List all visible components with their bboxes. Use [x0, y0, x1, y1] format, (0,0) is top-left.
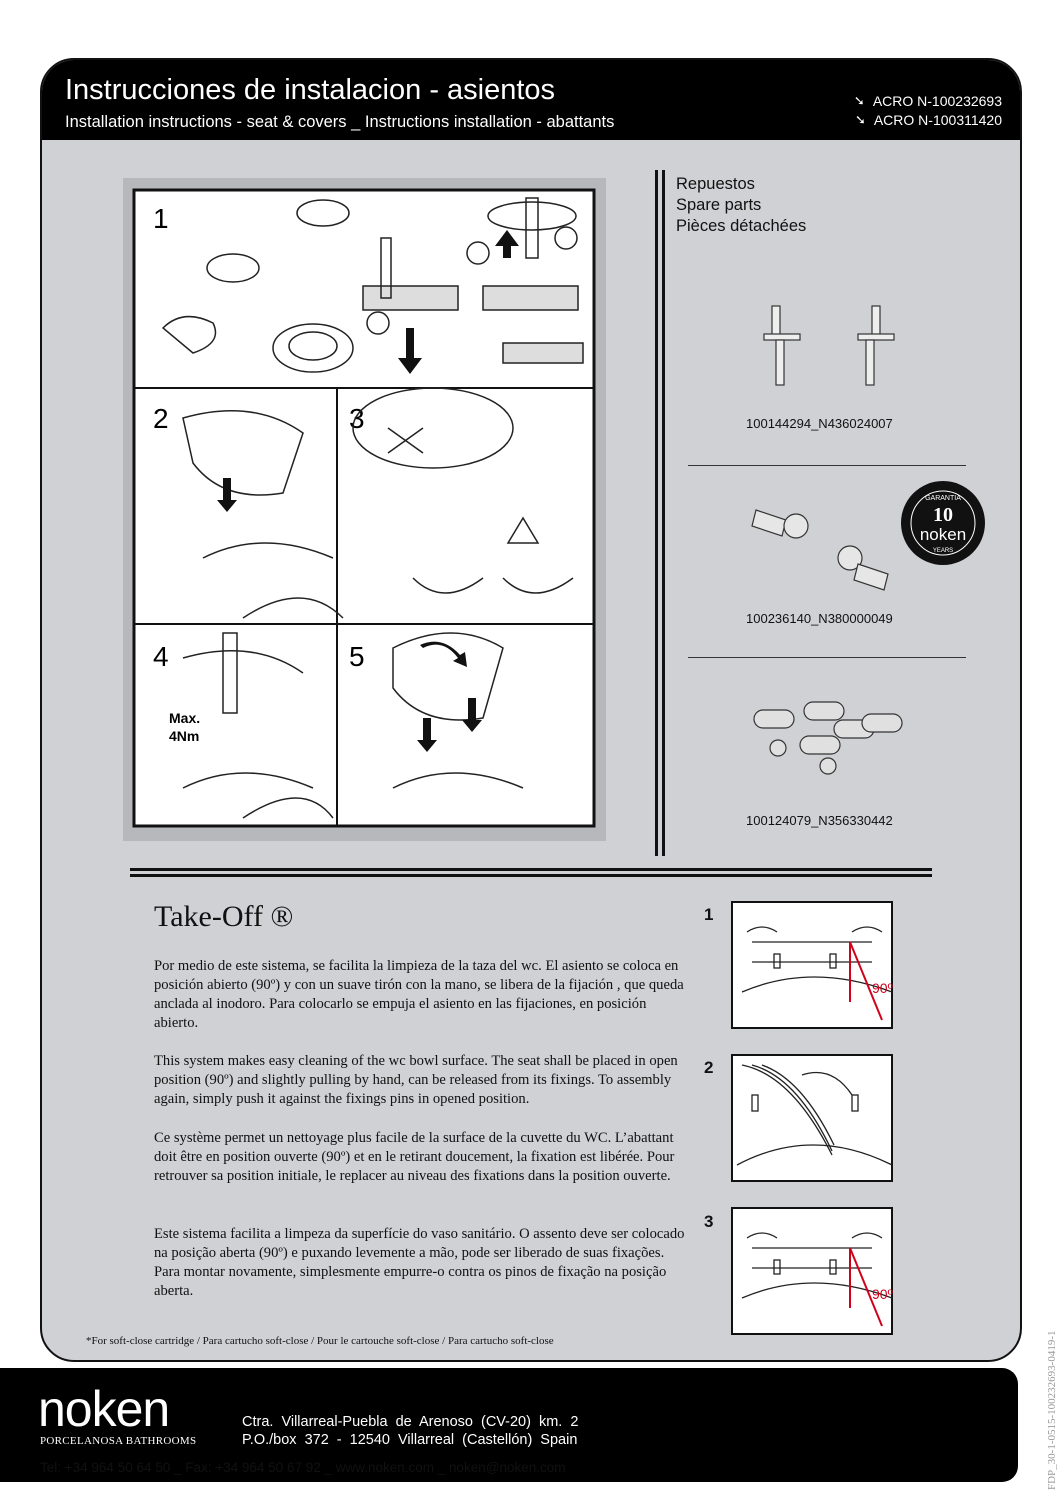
svg-text:10: 10	[933, 504, 953, 526]
part-code: 100124079_N356330442	[746, 813, 893, 828]
takeoff-step3-image	[732, 1208, 892, 1334]
footnote: *For soft-close cartridge / Para cartucho soft-close / Pour le cartouche soft-close / Para cartucho soft-close	[86, 1335, 554, 1347]
part-code: 100144294_N436024007	[746, 416, 893, 431]
address-line-1: Ctra. Villarreal-Puebla de Arenoso (CV-20) km. 2	[242, 1414, 579, 1430]
step-number: 4	[153, 641, 169, 672]
torque-value: 4Nm	[169, 728, 200, 744]
heading-es: Repuestos	[676, 175, 755, 193]
acro-code-2	[855, 112, 1002, 128]
horizontal-divider	[130, 868, 932, 877]
takeoff-text-pt: Este sistema facilita a limpeza da superfície do vaso sanitário. O assento deve ser colocado na posição aberta (90º) e puxando levemente a mão, pode ser liberado de suas fixações. Para montar novamente, simplesmente empurre-o contra os pinos de fixação na posição aberta.	[154, 1226, 685, 1299]
arrow-icon: ➘	[854, 112, 866, 127]
fixing-pins-image	[752, 500, 912, 600]
spare-parts-heading	[676, 174, 806, 237]
installation-steps-illustration	[123, 178, 606, 841]
svg-text:YEARS: YEARS	[932, 548, 954, 554]
separator-line	[688, 465, 966, 466]
svg-text:noken: noken	[919, 525, 967, 544]
acro-code-text: ACRO N-100311420	[873, 112, 1002, 128]
arrow-icon: ➘	[853, 93, 865, 108]
document-code: FDP_30-1-0515-100232693-0419-1	[1046, 1330, 1058, 1490]
takeoff-step1-image	[732, 902, 892, 1028]
hinge-parts-image	[762, 294, 902, 394]
angle-label: 90º	[872, 980, 893, 996]
address-line-2: P.O./box 372 - 12540 Villarreal (Castellón) Spain	[242, 1432, 578, 1448]
takeoff-title: Take-Off ®	[154, 900, 294, 933]
brand-tagline: PORCELANOSA BATHROOMS	[40, 1435, 197, 1447]
warranty-badge	[898, 478, 988, 568]
brand-logo: noken	[38, 1381, 170, 1437]
heading-fr: Pièces détachées	[676, 217, 807, 235]
step-number: 2	[153, 403, 169, 434]
heading-en: Spare parts	[676, 196, 762, 214]
instruction-sheet	[40, 58, 1022, 1362]
page-subtitle: Installation instructions - seat & covers _ Instructions installation - abattants	[65, 113, 615, 131]
step-number: 3	[349, 403, 365, 434]
takeoff-text-es: Por medio de este sistema, se facilita la limpieza de la taza del wc. El asiento se coloca en posición abierto (90º) y con un suave tirón con la mano, se libera de la fijación , que queda anclada al inodoro. Para colocarlo se empuja el asiento en las fijaciones, en posición abierto.	[154, 958, 684, 1031]
takeoff-text-en: This system makes easy cleaning of the wc bowl surface. The seat shall be placed in open position (90º) and slightly pulling by hand, can be released from its fixings. To assembly again, simply push it against the fixings pins in opened position.	[154, 1053, 678, 1107]
separator-line	[688, 657, 966, 658]
buffers-image	[752, 700, 912, 780]
svg-text:GARANTIA: GARANTIA	[925, 495, 961, 502]
step-number: 1	[153, 203, 169, 234]
vertical-divider	[655, 170, 665, 856]
takeoff-text-fr: Ce système permet un nettoyage plus facile de la surface de la cuvette du WC. L’abattant doit être en position ouverte (90º) et en le retirant doucement, la fixation est libérée. Pour retrouver sa position initiale, le replacer au niveau des fixations dans la position ouverte.	[154, 1130, 675, 1184]
installation-diagram	[123, 178, 606, 841]
page-title: Instrucciones de instalacion - asientos	[65, 74, 556, 106]
header-bar	[42, 60, 1020, 140]
acro-code-text: ACRO N-100232693	[872, 93, 1002, 109]
step-number: 5	[349, 641, 365, 672]
part-code: 100236140_N380000049	[746, 611, 893, 626]
acro-code-1	[854, 93, 1002, 109]
takeoff-step2-image	[732, 1055, 892, 1181]
takeoff-step-number: 3	[704, 1212, 714, 1231]
takeoff-step-number: 2	[704, 1058, 714, 1077]
angle-label: 90º	[872, 1286, 893, 1302]
torque-label: Max.	[169, 710, 201, 726]
contact-info: Tel: +34 964 50 64 50 _ Fax: +34 964 50 67 92 _ www.noken.com _ noken@noken.com	[40, 1460, 566, 1475]
takeoff-step-number: 1	[704, 905, 714, 924]
